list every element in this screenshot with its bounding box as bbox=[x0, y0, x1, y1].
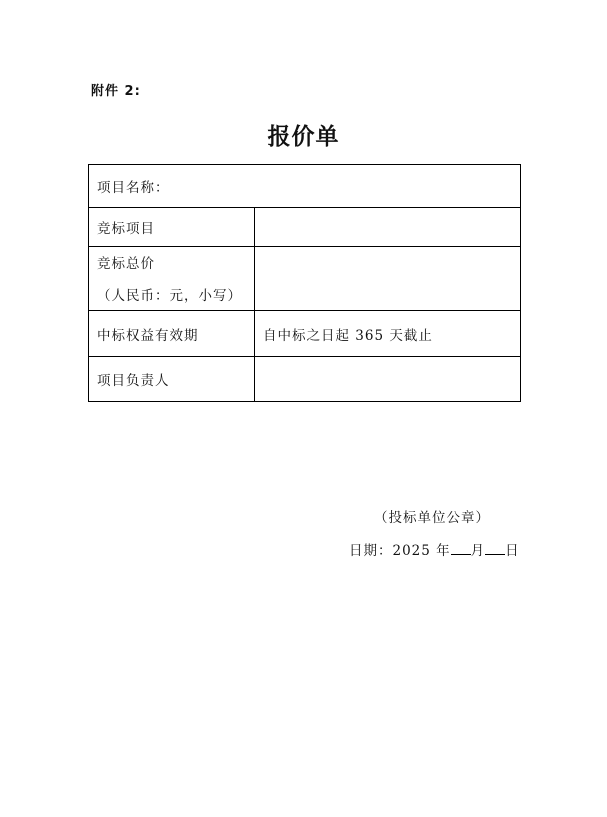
bid-total-value[interactable] bbox=[255, 247, 521, 311]
bid-item-value[interactable] bbox=[255, 208, 521, 247]
manager-label: 项目负责人 bbox=[89, 357, 255, 402]
project-name-cell[interactable] bbox=[89, 165, 521, 208]
table-row-bid-item bbox=[89, 208, 521, 247]
table-row-project-name bbox=[89, 165, 521, 208]
day-blank[interactable] bbox=[485, 540, 505, 555]
month-blank[interactable] bbox=[451, 540, 471, 555]
attachment-label: 附件 2: bbox=[91, 84, 141, 99]
manager-value[interactable] bbox=[255, 357, 521, 402]
table-row-bid-total bbox=[89, 247, 521, 311]
company-stamp-label: （投标单位公章） bbox=[374, 510, 490, 526]
validity-value: 自中标之日起 365 天截止 bbox=[255, 311, 521, 357]
bid-total-label-cell bbox=[89, 247, 255, 311]
date-line bbox=[349, 539, 520, 559]
quote-table bbox=[88, 164, 521, 402]
bid-item-label: 竞标项目 bbox=[89, 208, 255, 247]
table-row-manager bbox=[89, 357, 521, 402]
validity-label: 中标权益有效期 bbox=[89, 311, 255, 357]
table-row-validity bbox=[89, 311, 521, 357]
project-name-label: 项目名称： bbox=[97, 180, 170, 196]
month-label: 月 bbox=[470, 543, 486, 559]
bid-total-sublabel: （人民币：元，小写） bbox=[97, 288, 242, 304]
date-prefix: 日期：2025 年 bbox=[349, 543, 451, 559]
page-title: 报价单 bbox=[267, 124, 340, 150]
bid-total-label: 竞标总价 bbox=[97, 256, 155, 272]
day-label: 日 bbox=[505, 543, 520, 559]
